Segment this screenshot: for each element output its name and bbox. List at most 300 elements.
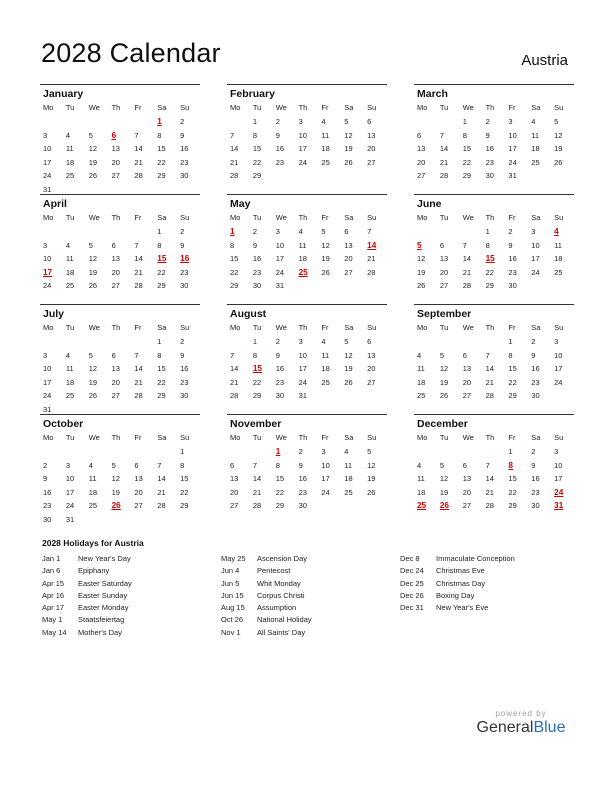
day-cell: 8 (252, 130, 258, 140)
day-cell: 8 (508, 350, 513, 360)
day-cell: 17 (275, 254, 285, 264)
day-cell: 13 (462, 364, 472, 374)
holiday-name: Easter Saturday (78, 578, 132, 588)
weekday-label: Mo (230, 103, 241, 112)
day-cell: 10 (298, 130, 307, 140)
day-cell: 5 (344, 337, 349, 346)
month-september (414, 304, 574, 414)
weekday-header (414, 431, 574, 445)
day-cell: 28 (134, 391, 143, 401)
day-cell: 7 (134, 240, 139, 250)
day-cell: 15 (275, 474, 285, 484)
day-cell: 20 (111, 377, 120, 387)
month-december (414, 414, 574, 524)
day-cell: 22 (508, 377, 517, 387)
weekday-label: Fr (134, 213, 142, 222)
day-cell: 8 (462, 130, 467, 140)
weekday-label: Fr (321, 103, 329, 112)
month-name: March (417, 88, 448, 100)
day-cell: 15 (157, 144, 166, 154)
day-cell: 19 (321, 254, 330, 264)
day-cell: 9 (180, 130, 185, 140)
day-cell: 20 (111, 267, 120, 277)
holidays-title: 2028 Holidays for Austria (42, 538, 144, 548)
brand-name-part1: General (476, 719, 534, 736)
day-grid (414, 335, 574, 403)
day-cell: 27 (367, 157, 376, 167)
day-cell: 5 (88, 130, 93, 140)
day-cell: 10 (298, 350, 307, 360)
day-cell: 31 (508, 171, 517, 181)
day-cell: 11 (65, 364, 74, 374)
holiday-day-cell: 1 (275, 447, 281, 456)
weekday-label: Mo (417, 433, 428, 442)
holiday-item (400, 578, 515, 590)
month-row (40, 414, 574, 524)
day-cell: 9 (485, 130, 490, 140)
day-cell: 2 (275, 337, 280, 346)
day-cell: 18 (65, 377, 75, 387)
empty-cell (131, 115, 154, 129)
weekday-label: Tu (65, 213, 75, 222)
holiday-item (400, 602, 515, 614)
holiday-column (42, 553, 132, 639)
holiday-name: All Saints' Day (257, 627, 306, 637)
weekday-header (414, 101, 574, 115)
weekday-label: Tu (65, 103, 75, 112)
day-cell: 21 (230, 377, 239, 387)
month-name: September (417, 308, 472, 320)
weekday-label: Mo (43, 103, 54, 112)
empty-cell (86, 335, 109, 349)
empty-cell (86, 225, 109, 239)
day-cell: 13 (111, 144, 120, 154)
weekday-label: Su (180, 103, 190, 112)
day-cell: 23 (275, 157, 285, 167)
weekday-label: Su (367, 323, 377, 332)
day-cell: 16 (275, 364, 285, 374)
day-cell: 18 (65, 267, 75, 277)
month-june (414, 194, 574, 304)
day-cell: 21 (134, 157, 143, 167)
day-grid (40, 225, 200, 293)
day-cell: 22 (462, 157, 472, 167)
empty-cell (109, 115, 132, 129)
day-cell: 4 (344, 447, 349, 456)
day-cell: 25 (321, 157, 330, 167)
day-cell: 14 (485, 474, 494, 484)
holiday-date: Dec 31 (400, 603, 424, 613)
empty-cell (460, 335, 483, 349)
day-cell: 23 (531, 377, 540, 387)
empty-cell (40, 225, 63, 239)
empty-cell (109, 335, 132, 349)
day-cell: 1 (157, 337, 162, 346)
day-cell: 23 (298, 487, 307, 497)
day-cell: 20 (230, 487, 239, 497)
day-cell: 5 (321, 227, 326, 236)
brand-logo[interactable] (474, 709, 568, 737)
holiday-date: Oct 26 (221, 615, 244, 625)
day-cell: 20 (439, 267, 449, 277)
holiday-day-cell: 14 (367, 240, 377, 250)
day-grid (414, 445, 574, 513)
holiday-date: Jan 1 (42, 554, 61, 563)
day-cell: 10 (554, 350, 563, 360)
day-cell: 30 (43, 514, 52, 524)
month-january (40, 84, 200, 194)
holiday-item (221, 590, 312, 602)
day-cell: 15 (462, 144, 472, 154)
day-cell: 23 (180, 267, 189, 277)
day-grid (40, 445, 200, 527)
holiday-day-cell: 24 (554, 487, 564, 497)
day-cell: 22 (252, 157, 262, 167)
day-cell: 28 (485, 501, 494, 511)
day-cell: 12 (88, 144, 98, 154)
weekday-label: We (275, 433, 287, 442)
day-cell: 6 (111, 240, 116, 250)
day-cell: 18 (88, 487, 98, 497)
weekday-label: Mo (230, 433, 241, 442)
day-cell: 31 (298, 391, 307, 401)
day-cell: 29 (230, 281, 239, 291)
weekday-header (227, 321, 387, 335)
day-cell: 8 (275, 460, 280, 470)
weekday-label: Su (554, 213, 564, 222)
holiday-date: Aug 15 (221, 603, 245, 613)
day-cell: 9 (180, 240, 185, 250)
holiday-date: May 25 (221, 554, 246, 563)
day-cell: 24 (298, 377, 307, 387)
day-cell: 23 (485, 157, 494, 167)
day-cell: 11 (298, 240, 307, 250)
holiday-date: Nov 1 (221, 627, 241, 637)
day-cell: 25 (554, 267, 563, 277)
day-cell: 27 (134, 501, 143, 511)
weekday-label: Su (180, 433, 190, 442)
day-cell: 16 (43, 487, 52, 497)
holiday-item (42, 627, 132, 639)
day-cell: 27 (230, 501, 239, 511)
day-cell: 29 (157, 391, 166, 401)
day-cell: 25 (65, 391, 75, 401)
weekday-label: Tu (439, 213, 449, 222)
day-cell: 9 (531, 460, 536, 470)
empty-cell (227, 335, 250, 349)
day-grid (40, 115, 200, 197)
day-cell: 31 (43, 404, 52, 414)
empty-cell (131, 335, 154, 349)
day-cell: 17 (321, 474, 330, 484)
weekday-header (40, 101, 200, 115)
day-cell: 28 (134, 281, 143, 291)
day-cell: 2 (275, 117, 280, 126)
day-cell: 22 (508, 487, 517, 497)
day-cell: 17 (43, 157, 52, 167)
weekday-label: Su (554, 323, 564, 332)
day-cell: 1 (508, 447, 513, 456)
empty-cell (437, 115, 460, 129)
day-cell: 7 (230, 130, 235, 140)
empty-cell (227, 445, 250, 459)
weekday-label: Sa (531, 213, 541, 222)
weekday-label: Th (298, 433, 308, 442)
day-cell: 18 (65, 157, 75, 167)
empty-cell (250, 445, 273, 459)
day-cell: 26 (321, 267, 330, 277)
weekday-label: Su (180, 213, 190, 222)
day-cell: 5 (439, 350, 445, 360)
weekday-label: We (275, 213, 287, 222)
day-cell: 19 (111, 487, 120, 497)
empty-cell (414, 115, 437, 129)
empty-cell (437, 225, 460, 239)
day-cell: 19 (439, 487, 449, 497)
day-cell: 13 (134, 474, 143, 484)
day-cell: 4 (65, 350, 71, 360)
day-cell: 25 (65, 171, 75, 181)
holiday-name: National Holiday (257, 615, 312, 625)
day-cell: 20 (462, 377, 472, 387)
day-cell: 3 (65, 460, 71, 470)
weekday-label: Mo (417, 103, 428, 112)
weekday-label: Su (367, 103, 377, 112)
weekday-label: Sa (157, 433, 167, 442)
day-cell: 8 (180, 460, 185, 470)
day-cell: 28 (230, 171, 239, 181)
day-cell: 18 (298, 254, 307, 264)
weekday-label: Tu (439, 433, 449, 442)
holiday-name: New Year's Eve (436, 603, 489, 613)
day-cell: 29 (252, 171, 262, 181)
day-cell: 1 (157, 227, 162, 236)
month-august (227, 304, 387, 414)
day-cell: 5 (88, 240, 93, 250)
day-cell: 14 (462, 254, 472, 264)
generalblue-wordmark (474, 719, 568, 737)
day-cell: 30 (298, 501, 307, 511)
day-cell: 18 (417, 487, 426, 497)
day-cell: 12 (439, 474, 449, 484)
weekday-label: Th (111, 103, 121, 112)
day-cell: 19 (344, 364, 353, 374)
empty-cell (109, 225, 132, 239)
day-cell: 23 (43, 501, 52, 511)
day-cell: 14 (439, 144, 449, 154)
day-cell: 16 (275, 144, 285, 154)
empty-cell (483, 445, 506, 459)
day-cell: 8 (157, 240, 162, 250)
holiday-day-cell: 1 (230, 227, 235, 236)
day-cell: 25 (531, 157, 540, 167)
day-cell: 22 (485, 267, 494, 277)
weekday-label: Sa (531, 323, 541, 332)
day-cell: 9 (508, 240, 513, 250)
month-row (40, 304, 574, 414)
empty-cell (63, 445, 86, 459)
day-cell: 2 (43, 460, 48, 470)
holiday-date: Dec 26 (400, 590, 424, 600)
day-cell: 10 (43, 364, 52, 374)
day-cell: 16 (485, 144, 494, 154)
month-row (40, 84, 574, 194)
weekday-label: Mo (417, 213, 428, 222)
day-cell: 10 (531, 240, 540, 250)
day-cell: 11 (88, 474, 97, 484)
holiday-date: Dec 8 (400, 554, 420, 563)
holiday-item (42, 602, 132, 614)
day-cell: 18 (321, 144, 330, 154)
month-march (414, 84, 574, 194)
day-cell: 6 (462, 460, 467, 470)
day-cell: 31 (275, 281, 285, 291)
day-cell: 30 (180, 281, 189, 291)
day-cell: 17 (298, 364, 307, 374)
powered-by-text: powered by (495, 709, 547, 718)
day-cell: 12 (439, 364, 449, 374)
day-cell: 15 (508, 474, 517, 484)
day-cell: 16 (531, 364, 540, 374)
day-cell: 7 (230, 350, 235, 360)
holiday-date: Jun 15 (221, 590, 244, 600)
holiday-name: Easter Monday (78, 603, 129, 613)
day-grid (40, 335, 200, 417)
day-cell: 13 (367, 130, 376, 140)
weekday-header (414, 321, 574, 335)
day-cell: 8 (157, 350, 162, 360)
day-cell: 2 (180, 337, 185, 346)
month-name: December (417, 418, 468, 430)
day-cell: 22 (180, 487, 189, 497)
weekday-header (40, 431, 200, 445)
day-cell: 28 (252, 501, 262, 511)
day-cell: 8 (252, 350, 258, 360)
day-cell: 24 (275, 267, 285, 277)
holiday-item (221, 565, 312, 577)
day-cell: 26 (88, 391, 98, 401)
holiday-date: Dec 25 (400, 578, 424, 588)
day-cell: 16 (252, 254, 262, 264)
day-cell: 4 (321, 117, 326, 126)
day-cell: 21 (367, 254, 376, 264)
weekday-label: Fr (508, 103, 516, 112)
day-cell: 7 (485, 350, 490, 360)
day-cell: 24 (43, 171, 52, 181)
day-cell: 13 (344, 240, 353, 250)
empty-cell (414, 225, 437, 239)
holiday-date: Apr 17 (42, 603, 65, 613)
holiday-name: Ascension Day (257, 554, 308, 563)
day-cell: 13 (230, 474, 239, 484)
day-cell: 5 (88, 350, 93, 360)
day-cell: 10 (554, 460, 563, 470)
day-cell: 22 (157, 157, 166, 167)
day-cell: 11 (554, 240, 562, 250)
weekday-label: We (462, 433, 474, 442)
holiday-column (221, 553, 312, 639)
weekday-label: Fr (508, 433, 516, 442)
month-name: April (43, 198, 67, 210)
day-cell: 30 (180, 391, 189, 401)
day-cell: 2 (508, 227, 513, 236)
holiday-item (400, 553, 515, 565)
day-cell: 15 (230, 254, 239, 264)
empty-cell (63, 115, 86, 129)
day-cell: 28 (485, 391, 494, 401)
day-cell: 25 (88, 501, 98, 511)
day-cell: 1 (252, 337, 258, 346)
holiday-item (221, 578, 312, 590)
weekday-label: We (275, 323, 287, 332)
day-cell: 18 (417, 377, 426, 387)
month-april (40, 194, 200, 304)
weekday-header (40, 321, 200, 335)
day-cell: 7 (134, 350, 139, 360)
month-may (227, 194, 387, 304)
day-cell: 9 (252, 240, 258, 250)
weekday-label: Mo (43, 323, 54, 332)
day-cell: 13 (111, 364, 120, 374)
day-cell: 29 (485, 281, 494, 291)
day-cell: 17 (43, 377, 52, 387)
weekday-label: Tu (252, 213, 262, 222)
day-cell: 22 (275, 487, 285, 497)
day-cell: 26 (439, 391, 449, 401)
day-cell: 21 (134, 267, 143, 277)
day-cell: 20 (344, 254, 353, 264)
holiday-date: Apr 16 (42, 590, 65, 600)
day-cell: 1 (252, 117, 258, 126)
day-cell: 4 (88, 460, 93, 470)
holiday-name: Pentecost (257, 566, 291, 576)
holiday-item (42, 578, 132, 590)
day-cell: 27 (111, 171, 120, 181)
month-october (40, 414, 200, 524)
month-name: May (230, 198, 251, 210)
day-cell: 9 (275, 350, 280, 360)
empty-cell (154, 445, 177, 459)
day-cell: 24 (554, 377, 563, 387)
weekday-label: Fr (321, 323, 329, 332)
day-cell: 26 (344, 157, 353, 167)
day-cell: 18 (531, 144, 540, 154)
day-cell: 2 (531, 337, 536, 346)
day-cell: 19 (344, 144, 353, 154)
weekday-label: Th (111, 433, 121, 442)
day-cell: 12 (554, 130, 563, 140)
day-cell: 4 (417, 350, 422, 360)
month-name: July (43, 308, 65, 320)
day-cell: 5 (367, 447, 372, 456)
day-cell: 4 (65, 240, 71, 250)
day-cell: 7 (462, 240, 467, 250)
day-cell: 19 (367, 474, 376, 484)
day-cell: 3 (554, 447, 559, 456)
day-cell: 26 (88, 281, 98, 291)
weekday-label: Fr (134, 323, 142, 332)
month-name: February (230, 88, 275, 100)
weekday-label: Th (485, 213, 495, 222)
weekday-header (227, 211, 387, 225)
day-cell: 21 (485, 377, 494, 387)
empty-cell (40, 335, 63, 349)
weekday-label: Fr (321, 433, 329, 442)
weekday-label: We (88, 433, 100, 442)
holiday-name: Staatsfeiertag (78, 615, 125, 625)
weekday-label: Tu (439, 323, 449, 332)
day-cell: 12 (321, 240, 330, 250)
